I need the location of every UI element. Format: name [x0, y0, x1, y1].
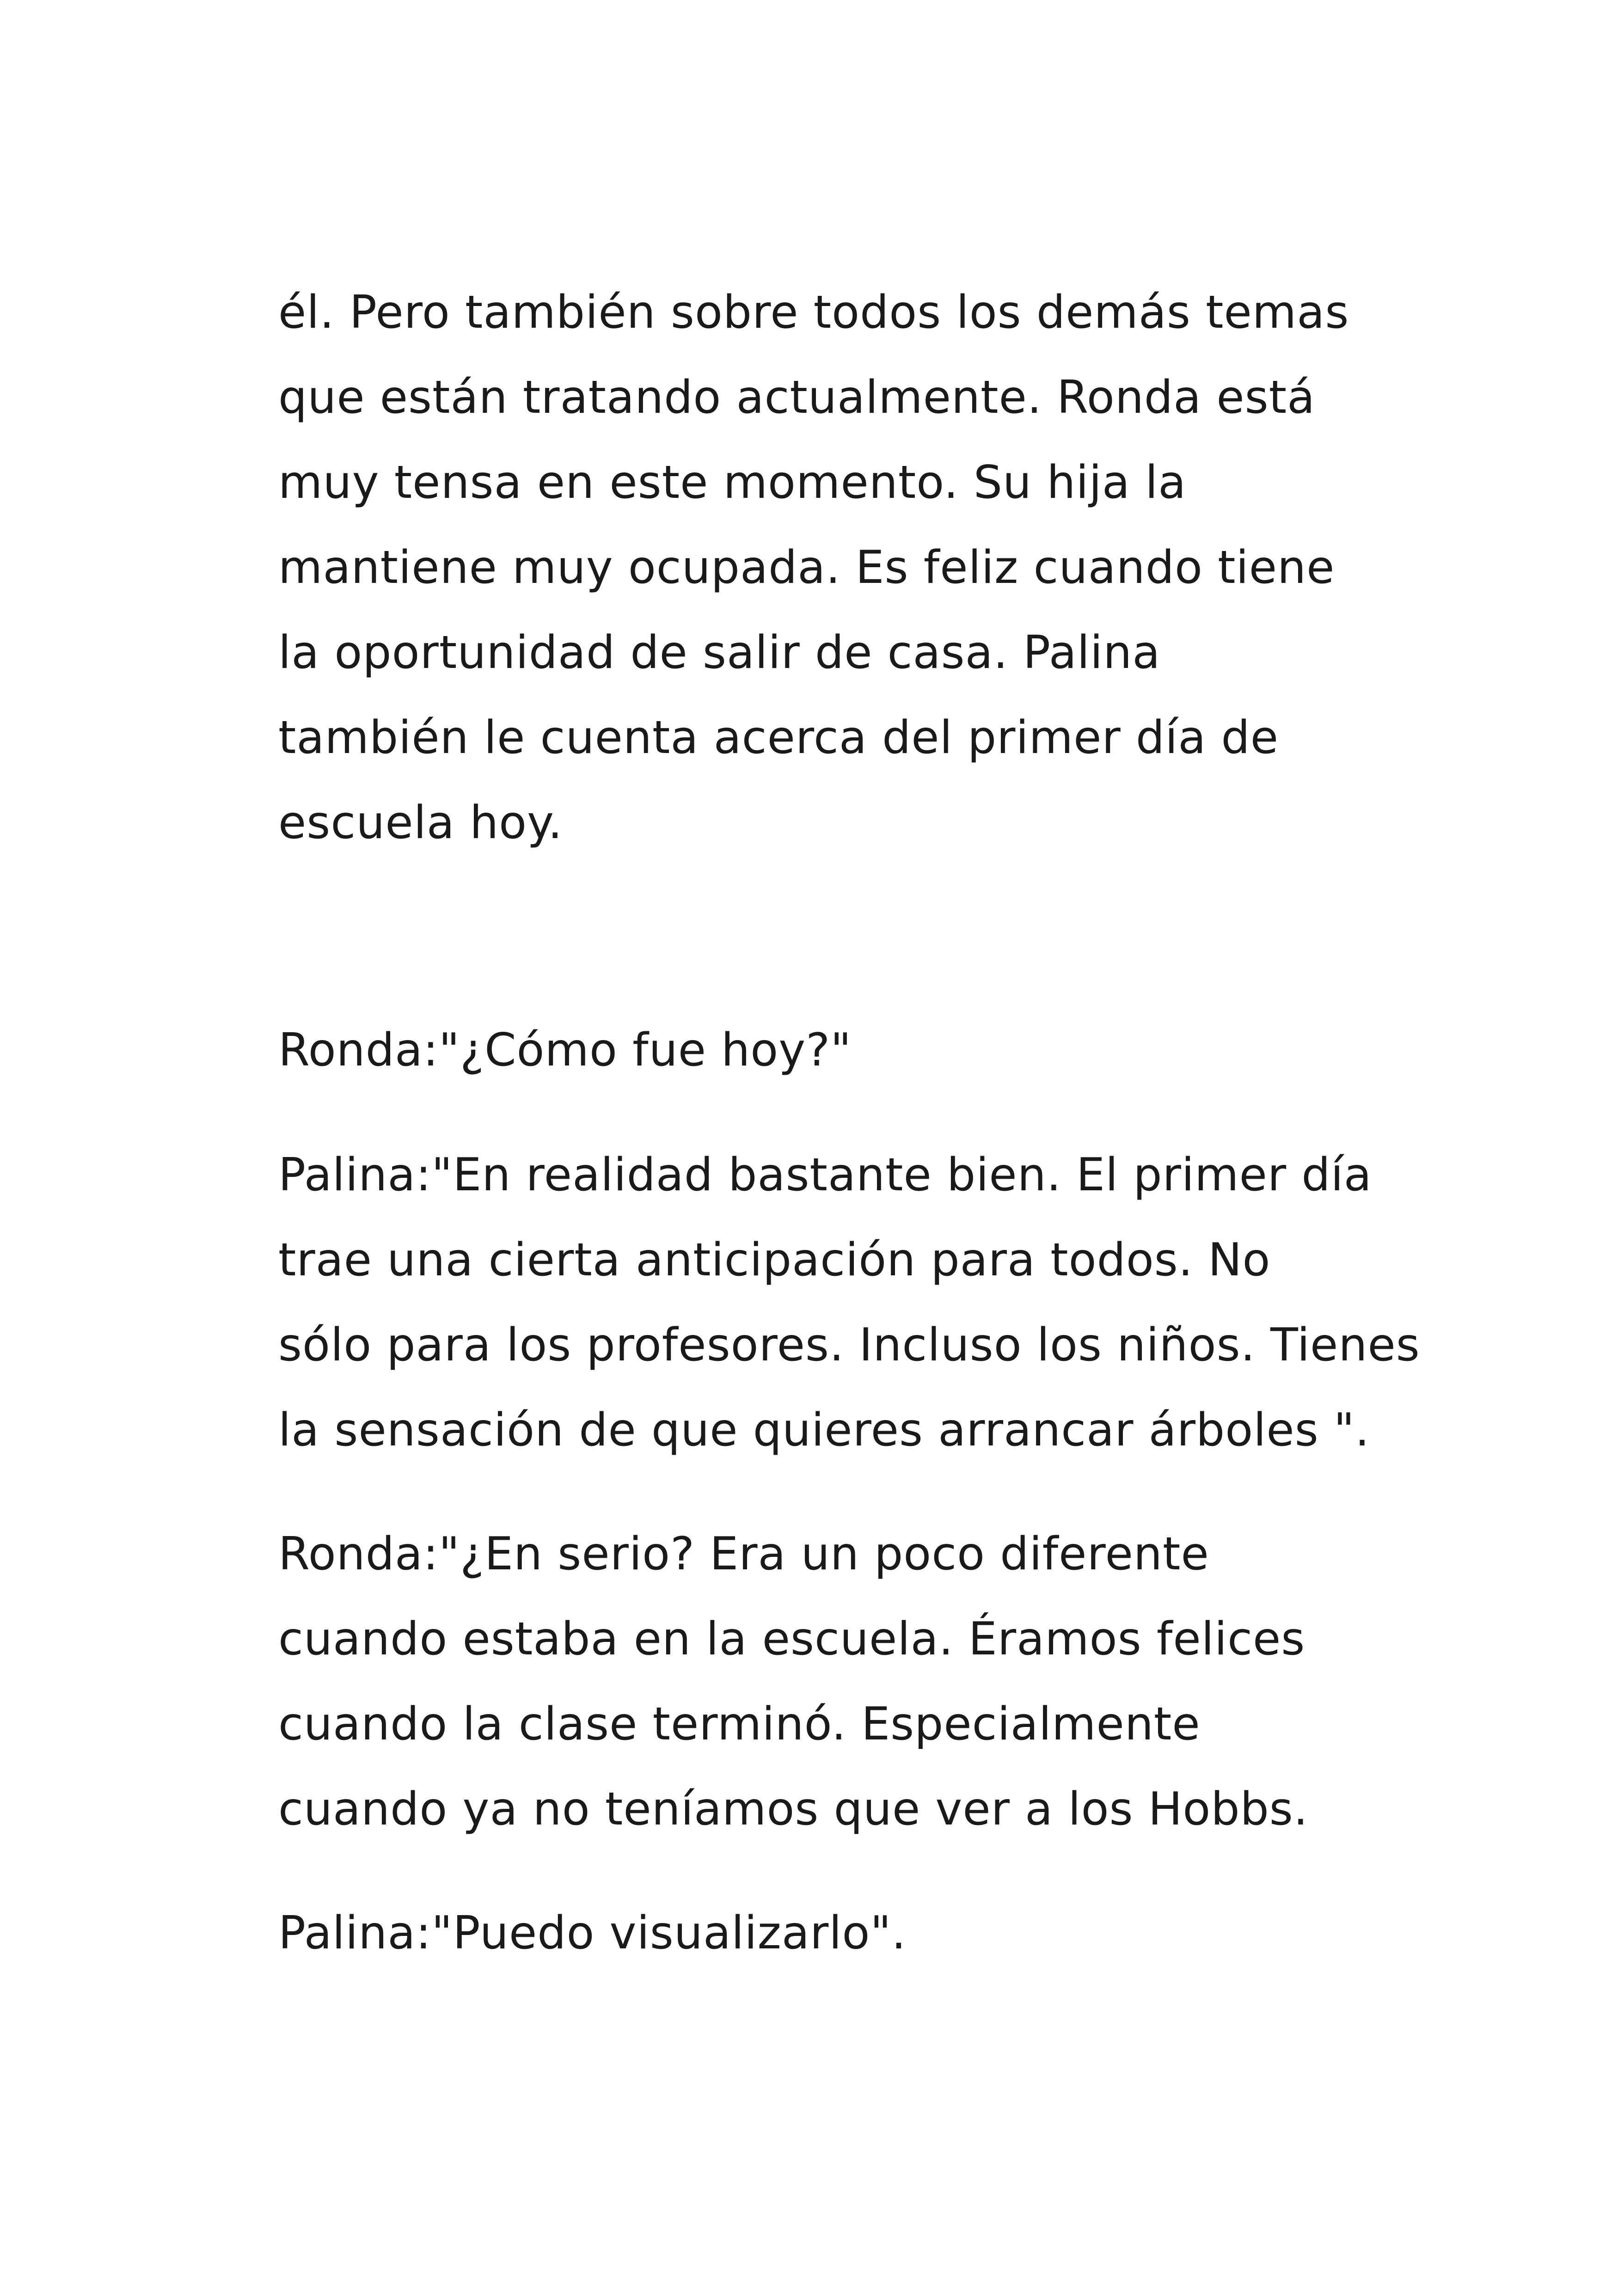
dialogue-palina-2	[278, 1891, 1388, 1976]
dialogue-ronda-1	[278, 1008, 1388, 1093]
text-line: también le cuenta acerca del primer día de	[278, 711, 1279, 764]
dialogue-palina-1	[278, 1133, 1420, 1473]
narrative-paragraph	[278, 270, 1388, 865]
text-line: escuela hoy.	[278, 796, 563, 849]
text-line: cuando ya no teníamos que ver a los Hobbs.	[278, 1783, 1309, 1836]
text-line: que están tratando actualmente. Ronda está	[278, 371, 1316, 424]
text-line: Ronda:"¿Cómo fue hoy?"	[278, 1024, 852, 1077]
text-line: sólo para los profesores. Incluso los niños. Tienes	[278, 1319, 1420, 1371]
text-line: Palina:"Puedo visualizarlo".	[278, 1907, 907, 1959]
text-line: él. Pero también sobre todos los demás temas	[278, 286, 1349, 339]
text-line: muy tensa en este momento. Su hija la	[278, 456, 1187, 509]
text-line: la sensación de que quieres arrancar árboles ".	[278, 1404, 1370, 1457]
text-line: Palina:"En realidad bastante bien. El primer día	[278, 1149, 1372, 1201]
text-line: la oportunidad de salir de casa. Palina	[278, 626, 1161, 679]
text-line: Ronda:"¿En serio? Era un poco diferente	[278, 1528, 1209, 1580]
dialogue-ronda-2	[278, 1512, 1388, 1852]
text-line: trae una cierta anticipación para todos. No	[278, 1234, 1271, 1286]
text-line: cuando la clase terminó. Especialmente	[278, 1698, 1201, 1751]
text-line: mantiene muy ocupada. Es feliz cuando tiene	[278, 541, 1335, 594]
text-line: cuando estaba en la escuela. Éramos felices	[278, 1613, 1305, 1665]
